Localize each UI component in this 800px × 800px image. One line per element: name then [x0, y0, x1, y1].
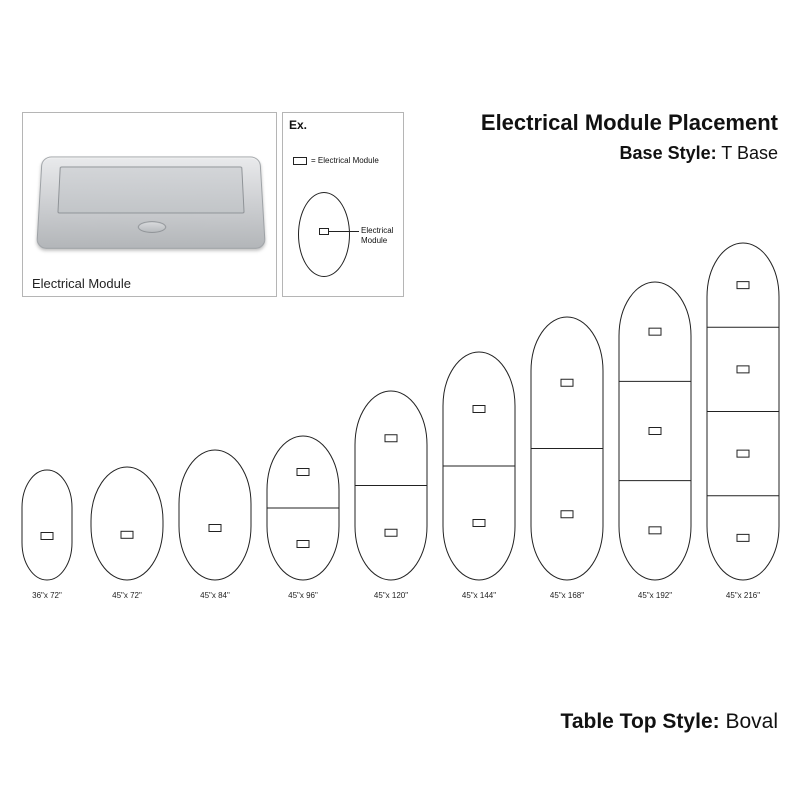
- electrical-module-marker: [473, 520, 485, 527]
- electrical-module-marker: [649, 328, 661, 335]
- electrical-module-marker: [737, 282, 749, 289]
- module-caption: Electrical Module: [32, 276, 131, 291]
- table-size-label: 45"x 120": [373, 591, 409, 600]
- table-top-style-label: Table Top Style:: [560, 710, 720, 733]
- module-legend-text: = Electrical Module: [311, 156, 379, 165]
- base-style-value: T Base: [721, 143, 778, 163]
- electrical-module-marker: [385, 435, 397, 442]
- table-top-style: [561, 710, 778, 734]
- page-title: Electrical Module Placement: [480, 110, 778, 135]
- electrical-module-marker: [473, 406, 485, 413]
- example-callout-text: Electrical Module: [361, 226, 394, 245]
- electrical-module-marker: [297, 469, 309, 476]
- electrical-module-marker: [121, 531, 133, 538]
- electrical-module-marker: [41, 533, 53, 540]
- table-size-label: 45"x 72": [112, 591, 142, 600]
- table-size-label: 45"x 192": [637, 591, 673, 600]
- table-top-outline: [179, 450, 251, 580]
- electrical-module-marker: [297, 541, 309, 548]
- table-size-label: 45"x 216": [725, 591, 761, 600]
- table-size-label: 45"x 96": [288, 591, 318, 600]
- electrical-module-marker: [737, 534, 749, 541]
- electrical-module-marker: [737, 366, 749, 373]
- table-top-style-value: Boval: [725, 710, 778, 733]
- electrical-module-marker: [649, 428, 661, 435]
- electrical-module-marker: [209, 525, 221, 532]
- table-top-outline: [22, 470, 72, 580]
- electrical-module-marker: [561, 379, 573, 386]
- table-size-label: 36"x 72": [32, 591, 62, 600]
- electrical-module-marker: [737, 450, 749, 457]
- base-style-label: Base Style:: [619, 143, 717, 163]
- table-size-label: 45"x 84": [200, 591, 230, 600]
- table-size-label: 45"x 168": [549, 591, 585, 600]
- electrical-module-marker: [385, 529, 397, 536]
- electrical-module-marker: [649, 527, 661, 534]
- example-title: Ex.: [289, 118, 308, 132]
- table-top-outline: [91, 467, 163, 580]
- table-size-label: 45"x 144": [461, 591, 497, 600]
- electrical-module-marker: [561, 511, 573, 518]
